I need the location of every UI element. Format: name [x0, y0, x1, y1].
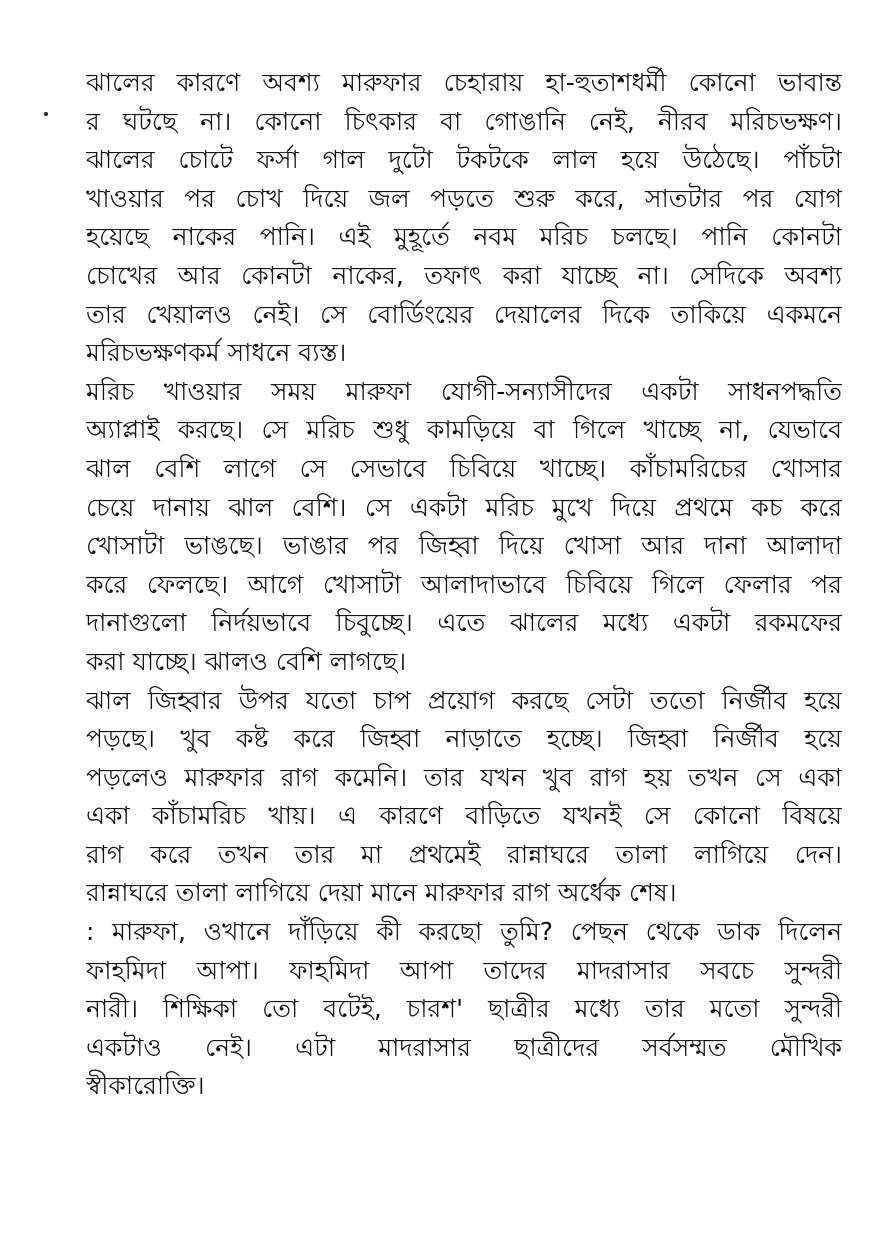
text-line-19: পড়লেও মারুফার রাগ কমেনি। তার যখন খুব রাগ হয় তখন সে একা [86, 762, 842, 792]
text-line-11: ঝাল বেশি লাগে সে সেভাবে চিবিয়ে খাচ্ছে। কাঁচামরিচের খোসার [86, 453, 842, 483]
text-line-26: একটাও নেই। এটা মাদরাসার ছাত্রীদের সর্বসম্মত মৌখিক [86, 1032, 842, 1062]
text-line-24: ফাহমিদা আপা। ফাহমিদা আপা তাদের মাদরাসার সবচে সুন্দরী [86, 955, 842, 985]
text-line-25: নারী। শিক্ষিকা তো বটেই, চারশ' ছাত্রীর মধ্যে তার মতো সুন্দরী [86, 994, 842, 1024]
text-line-15: দানাগুলো নির্দয়ভাবে চিবুচ্ছে। এতে ঝালের মধ্যে একটা রকমফের [86, 608, 842, 638]
text-line-7: তার খেয়ালও নেই। সে বোর্ডিংয়ের দেয়ালের দিকে তাকিয়ে একমনে [86, 299, 842, 329]
text-line-10: অ্যাপ্লাই করছে। সে মরিচ শুধু কামড়িয়ে বা গিলে খাচ্ছে না, যেভাবে [86, 415, 842, 445]
text-line-13: খোসাটা ভাঙছে। ভাঙার পর জিহ্বা দিয়ে খোসা আর দানা আলাদা [86, 531, 842, 561]
text-line-12: চেয়ে দানায় ঝাল বেশি। সে একটা মরিচ মুখে দিয়ে প্রথমে কচ করে [86, 492, 842, 522]
text-line-3: ঝালের চোটে ফর্সা গাল দুটো টকটকে লাল হয়ে উঠেছে। পাঁচটা [86, 145, 842, 175]
text-line-16: করা যাচ্ছে। ঝালও বেশি লাগছে। [86, 646, 407, 676]
text-line-20: একা কাঁচামরিচ খায়। এ কারণে বাড়িতে যখনই সে কোনো বিষয়ে [86, 801, 842, 831]
text-line-5: হয়েছে নাকের পানি। এই মুহূর্তে নবম মরিচ চলছে। পানি কোনটা [86, 222, 842, 252]
text-line-6: চোখের আর কোনটা নাকের, তফাৎ করা যাচ্ছে না। সেদিকে অবশ্য [86, 260, 842, 290]
text-line-27: স্বীকারোক্তি। [86, 1071, 205, 1101]
text-line-1: ঝালের কারণে অবশ্য মারুফার চেহারায় হা-হুতাশধর্মী কোনো ভাবান্ত [86, 68, 842, 97]
text-line-9: মরিচ খাওয়ার সময় মারুফা যোগী-সন্যাসীদের একটা সাধনপদ্ধতি [86, 376, 842, 406]
text-line-2: র ঘটছে না। কোনো চিৎকার বা গোঙানি নেই, নীরব মরিচভক্ষণ। [86, 106, 842, 136]
text-line-4: খাওয়ার পর চোখ দিয়ে জল পড়তে শুরু করে, সাতটার পর যোগ [86, 183, 842, 213]
text-line-18: পড়ছে। খুব কষ্ট করে জিহ্বা নাড়াতে হচ্ছে। জিহ্বা নির্জীব হয়ে [86, 724, 842, 754]
text-line-14: করে ফেলছে। আগে খোসাটা আলাদাভাবে চিবিয়ে গিলে ফেলার পর [86, 569, 842, 599]
stray-mark [44, 112, 48, 116]
text-line-21: রাগ করে তখন তার মা প্রথমেই রান্নাঘরে তালা লাগিয়ে দেন। [86, 839, 842, 869]
text-line-17: ঝাল জিহ্বার উপর যতো চাপ প্রয়োগ করছে সেটা ততো নির্জীব হয়ে [86, 685, 842, 715]
book-page-text [86, 64, 842, 1106]
text-line-8: মরিচভক্ষণকর্ম সাধনে ব্যস্ত। [86, 338, 347, 368]
text-line-23: : মারুফা, ওখানে দাঁড়িয়ে কী করছো তুমি? পেছন থেকে ডাক দিলেন [86, 917, 842, 947]
text-line-22: রান্নাঘরে তালা লাগিয়ে দেয়া মানে মারুফার রাগ অর্ধেক শেষ। [86, 878, 677, 908]
